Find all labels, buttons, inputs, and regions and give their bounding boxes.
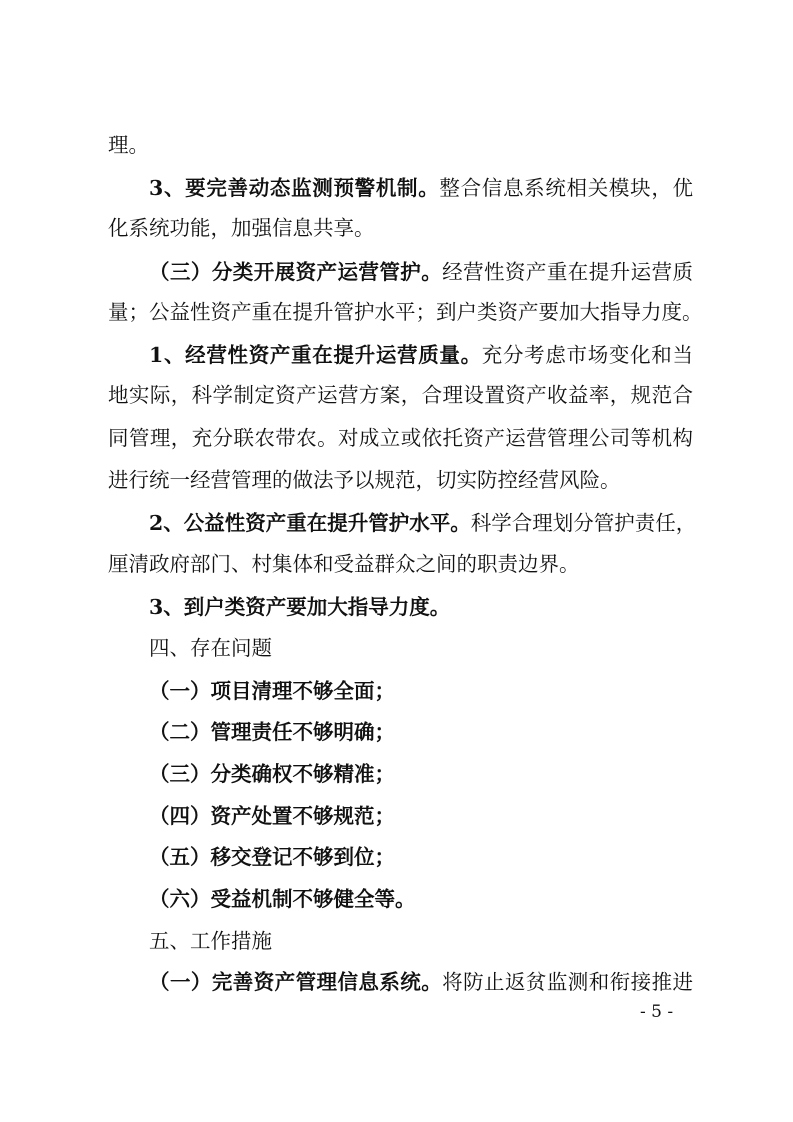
line-heading: （一）项目清理不够全面； bbox=[149, 679, 395, 703]
section-heading bbox=[149, 634, 272, 662]
paragraph-line bbox=[108, 381, 693, 409]
paragraph-line bbox=[108, 298, 703, 326]
list-item bbox=[149, 760, 395, 788]
paragraph-line bbox=[149, 258, 693, 286]
list-item bbox=[149, 677, 395, 705]
line-text: 科学合理划分管护责任， bbox=[470, 511, 697, 535]
page-number: - 5 - bbox=[640, 1002, 674, 1022]
line-text: 经营性资产重在提升运营质 bbox=[442, 260, 694, 284]
line-heading: （四）资产处置不够规范； bbox=[149, 804, 395, 828]
paragraph-line bbox=[108, 550, 580, 578]
line-text: 地实际，科学制定资产运营方案，合理设置资产收益率，规范合 bbox=[108, 383, 693, 407]
section-heading bbox=[149, 927, 272, 955]
line-heading: 1、经营性资产重在提升运营质量。 bbox=[149, 343, 482, 367]
line-text: 理。 bbox=[108, 133, 149, 157]
line-text: 四、存在问题 bbox=[149, 636, 272, 660]
line-text: 整合信息系统相关模块，优 bbox=[439, 176, 694, 200]
line-heading: （三）分类开展资产运营管护。 bbox=[149, 260, 443, 284]
paragraph-line bbox=[149, 174, 693, 202]
paragraph-line bbox=[108, 131, 149, 159]
line-text: 进行统一经营管理的做法予以规范，切实防控经营风险。 bbox=[108, 468, 621, 492]
line-heading: 2、公益性资产重在提升管护水平。 bbox=[149, 511, 471, 535]
line-heading: （二）管理责任不够明确； bbox=[149, 720, 395, 744]
line-text: 厘清政府部门、村集体和受益群众之间的职责边界。 bbox=[108, 552, 580, 576]
paragraph-line bbox=[149, 509, 697, 537]
line-text: 五、工作措施 bbox=[149, 929, 272, 953]
line-text: 化系统功能，加强信息共享。 bbox=[108, 216, 375, 240]
line-text: 同管理，充分联农带农。对成立或依托资产运营管理公司等机构 bbox=[108, 426, 693, 450]
list-item bbox=[149, 885, 416, 913]
line-heading: （六）受益机制不够健全等。 bbox=[149, 887, 416, 911]
paragraph-line bbox=[108, 214, 375, 242]
line-text: 量；公益性资产重在提升管护水平；到户类资产要加大指导力度。 bbox=[108, 300, 703, 324]
paragraph-line bbox=[149, 341, 693, 369]
line-heading: （一）完善资产管理信息系统。 bbox=[149, 970, 443, 994]
line-text: 充分考虑市场变化和当 bbox=[481, 343, 694, 367]
line-heading: （三）分类确权不够精准； bbox=[149, 762, 395, 786]
paragraph-line bbox=[149, 968, 693, 996]
list-item bbox=[149, 718, 395, 746]
paragraph-line bbox=[108, 424, 693, 452]
line-heading: 3、到户类资产要加大指导力度。 bbox=[149, 595, 451, 619]
line-heading: 3、要完善动态监测预警机制。 bbox=[149, 176, 440, 200]
paragraph-line bbox=[108, 466, 621, 494]
list-item bbox=[149, 802, 395, 830]
paragraph-line bbox=[149, 593, 450, 621]
line-text: 将防止返贫监测和衔接推进 bbox=[442, 970, 694, 994]
list-item bbox=[149, 843, 395, 871]
line-heading: （五）移交登记不够到位； bbox=[149, 845, 395, 869]
